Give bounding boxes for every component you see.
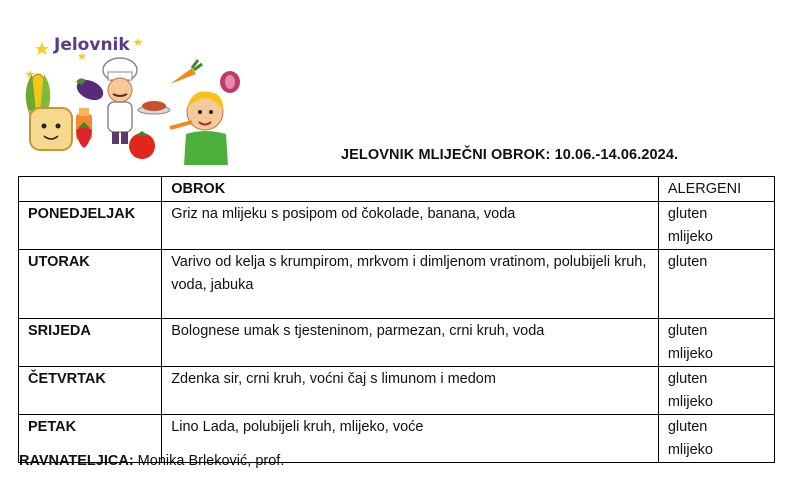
allergen: gluten [667, 206, 708, 222]
meal-cell: Lino Lada, polubijeli kruh, mlijeko, voće [162, 415, 659, 463]
day-cell: PONEDJELJAK [19, 202, 162, 250]
allergen: mlijeko [667, 346, 713, 362]
allergens-cell [658, 250, 774, 319]
header-meal: OBROK [162, 177, 659, 202]
allergens-cell [658, 319, 774, 367]
allergen: mlijeko [667, 442, 713, 458]
allergen: gluten [667, 254, 708, 270]
day-cell: PETAK [19, 415, 162, 463]
allergen: mlijeko [667, 229, 713, 245]
footer-label: RAVNATELJICA: [19, 453, 134, 469]
allergen: mlijeko [667, 394, 713, 410]
footer-name: Monika Brleković, prof. [133, 453, 285, 469]
day-cell: SRIJEDA [19, 319, 162, 367]
allergens-cell [658, 202, 774, 250]
meal-cell: Griz na mlijeku s posipom od čokolade, banana, voda [162, 202, 659, 250]
header-day [19, 177, 162, 202]
table-row-tuesday [19, 250, 775, 319]
header-allergens: ALERGENI [658, 177, 774, 202]
footer-signature [19, 453, 284, 469]
menu-table [18, 176, 775, 463]
allergen: gluten [667, 371, 708, 387]
allergen: gluten [667, 323, 708, 339]
day-cell: ČETVRTAK [19, 367, 162, 415]
jelovnik-logo [20, 30, 245, 165]
meal-cell: Bolognese umak s tjesteninom, parmezan, crni kruh, voda [162, 319, 659, 367]
table-header-row [19, 177, 775, 202]
meal-cell: Varivo od kelja s krumpirom, mrkvom i dimljenom vratinom, polubijeli kruh, voda, jabuka [162, 250, 659, 319]
table-row-wednesday [19, 319, 775, 367]
day-cell: UTORAK [19, 250, 162, 319]
allergen: gluten [667, 419, 708, 435]
table-row-monday [19, 202, 775, 250]
menu-title: JELOVNIK MLIJEČNI OBROK: 10.06.-14.06.2024. [341, 147, 679, 163]
table-row-thursday [19, 367, 775, 415]
logo-text: Jelovnik [54, 35, 130, 55]
allergens-cell [658, 367, 774, 415]
meal-cell: Zdenka sir, crni kruh, voćni čaj s limunom i medom [162, 367, 659, 415]
allergens-cell [658, 415, 774, 463]
